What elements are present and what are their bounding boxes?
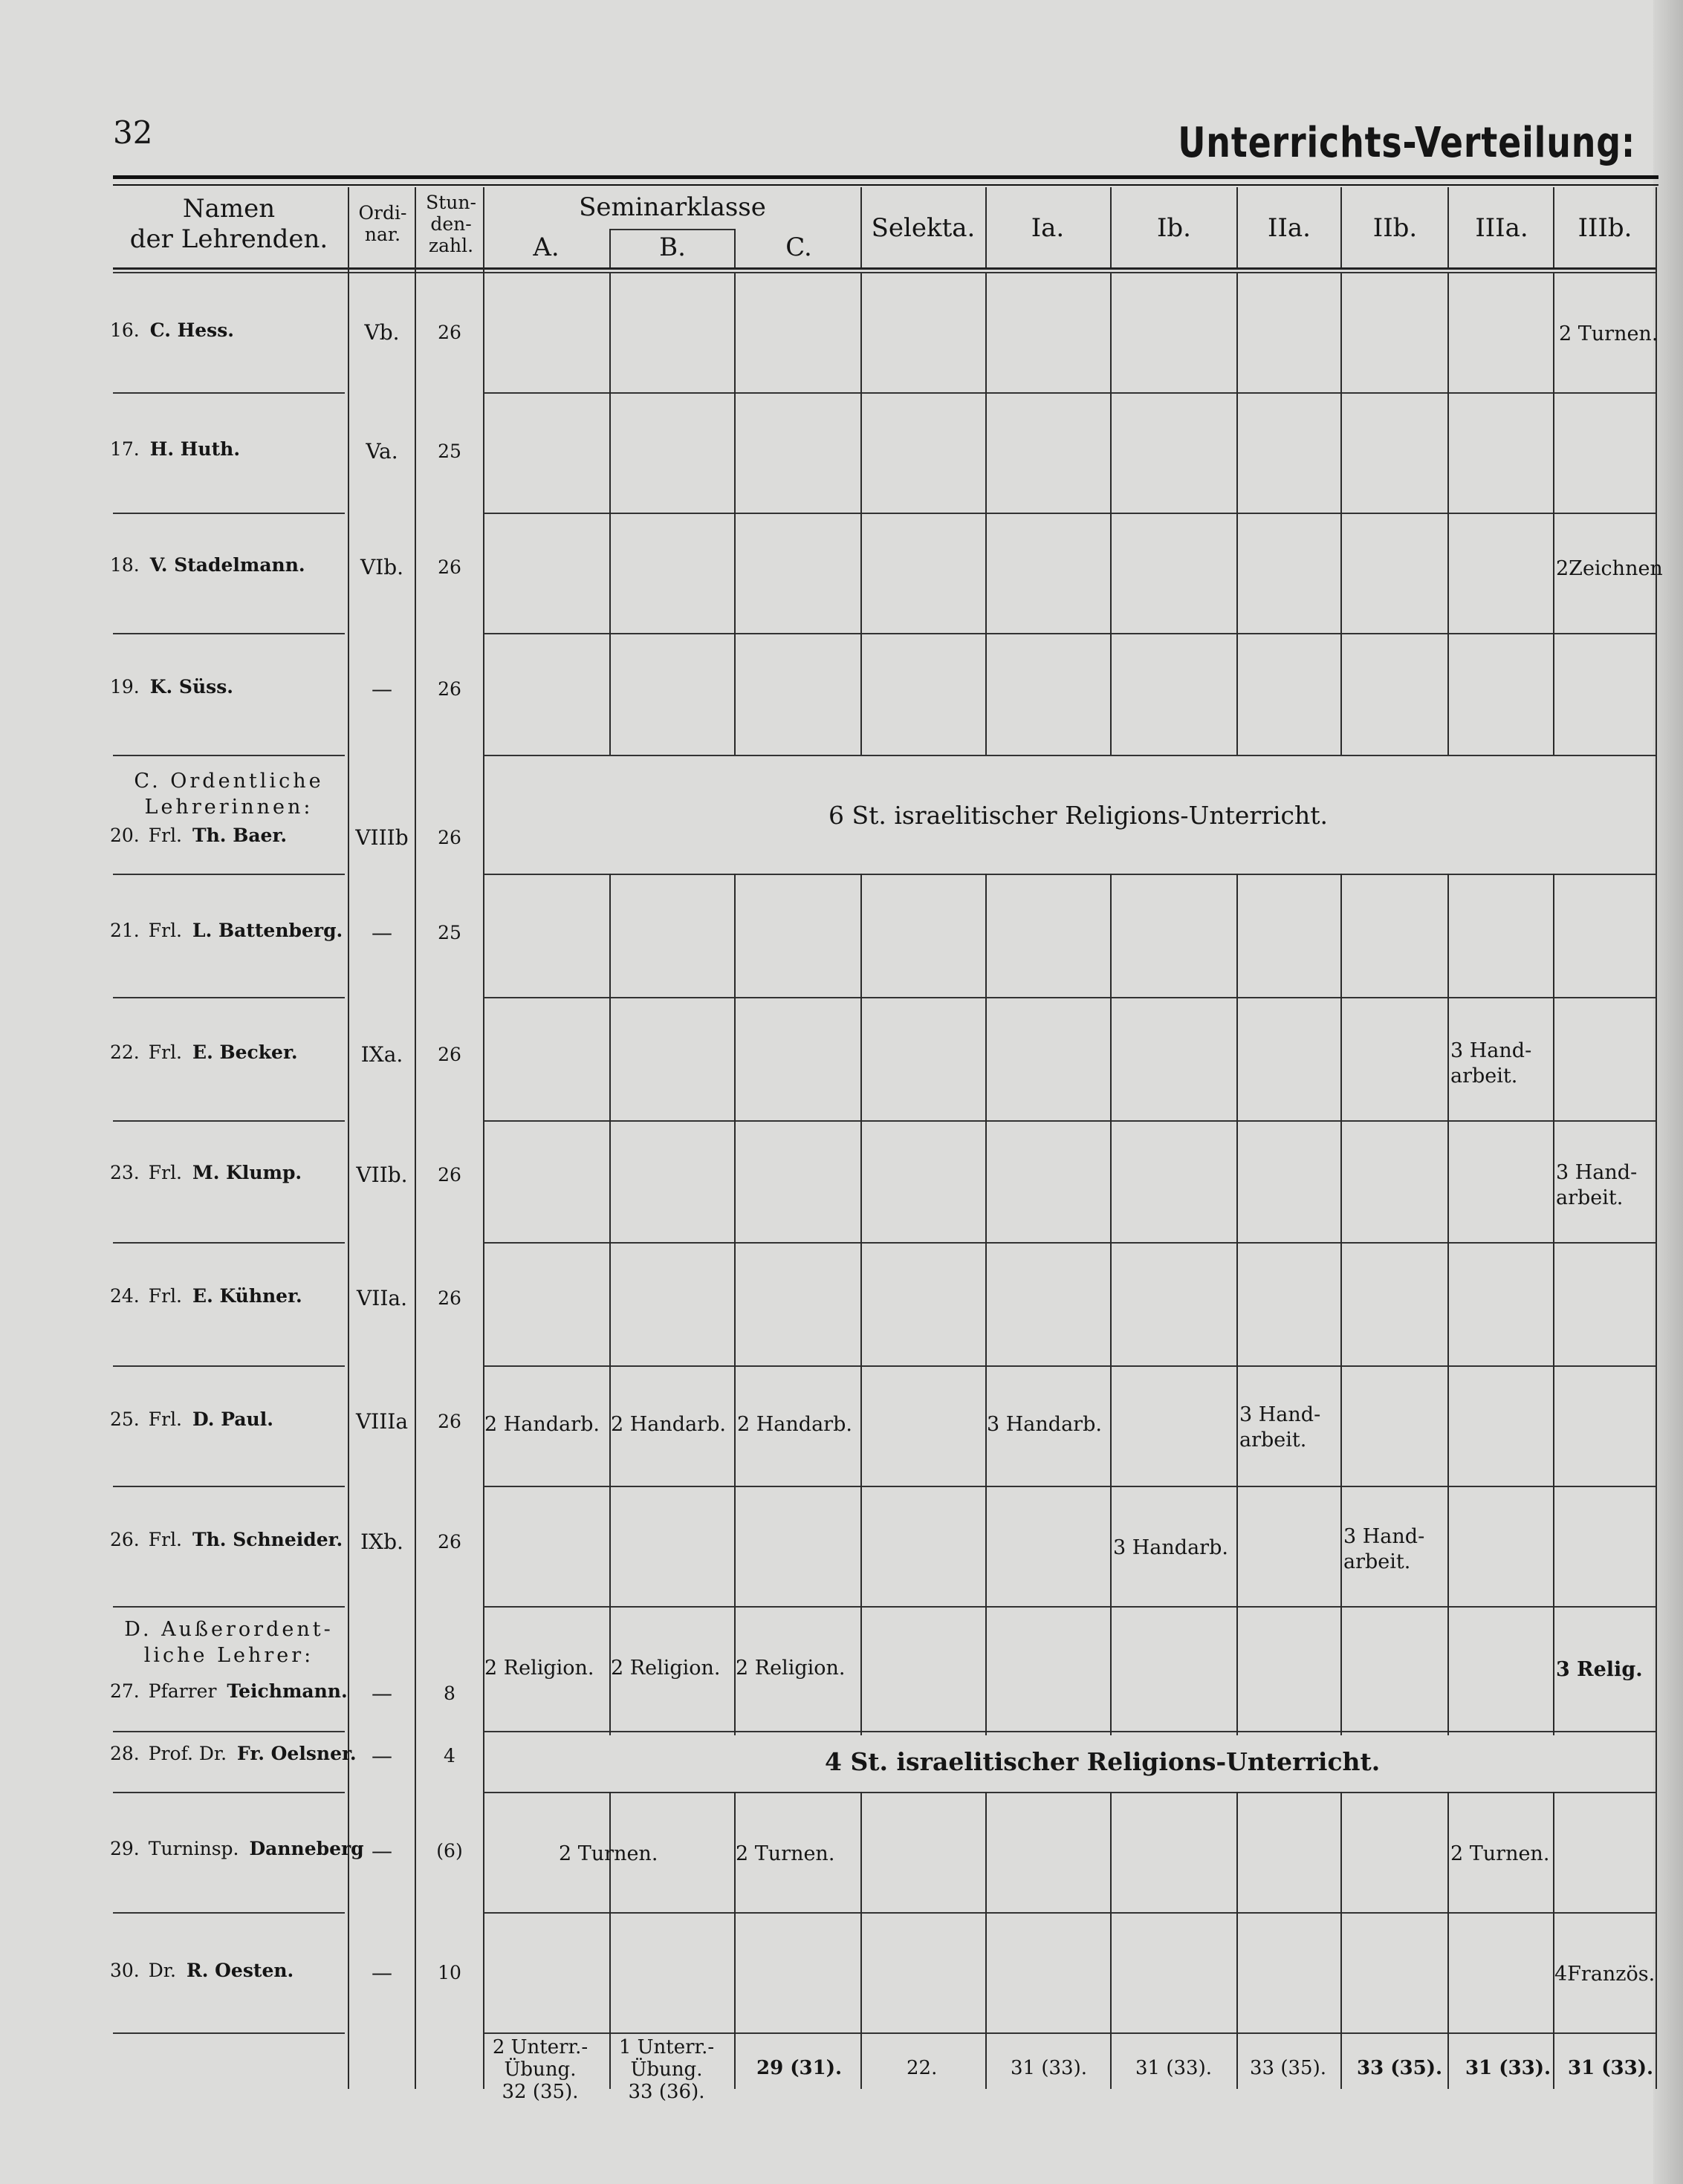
col-line-selekta bbox=[985, 273, 987, 755]
cell-r20-span: 6 St. israelitischer Religions-Unterricht. bbox=[828, 801, 1329, 830]
row-divider bbox=[483, 1606, 1657, 1608]
row-number: 18. bbox=[110, 554, 140, 576]
row-number: 23. bbox=[110, 1162, 140, 1183]
total-ib: 31 (33). bbox=[1135, 2057, 1212, 2079]
teacher-name-row bbox=[110, 1408, 273, 1430]
stunden-value: 10 bbox=[438, 1962, 461, 1983]
teacher-name: V. Stadelmann. bbox=[149, 554, 305, 576]
col-line-selekta bbox=[985, 1792, 987, 2089]
teacher-name: C. Hess. bbox=[149, 319, 235, 341]
teacher-title: Turninsp. bbox=[148, 1838, 239, 1859]
total-iib: 33 (35). bbox=[1357, 2057, 1443, 2079]
teacher-name: Teichmann. bbox=[227, 1680, 348, 1702]
col-line-right bbox=[1656, 187, 1657, 2089]
row-divider bbox=[113, 2032, 345, 2034]
cell-r23-iiib: 3 Hand- arbeit. bbox=[1556, 1161, 1638, 1209]
stunden-value: 26 bbox=[438, 322, 461, 343]
row-divider bbox=[113, 1912, 345, 1914]
row-divider bbox=[113, 1120, 345, 1122]
col-line-names bbox=[348, 187, 349, 2089]
page-title: Unterrichts-Verteilung: bbox=[1178, 119, 1635, 167]
stunden-value: 26 bbox=[438, 1044, 461, 1065]
page-number: 32 bbox=[113, 114, 153, 151]
teacher-name-row bbox=[110, 920, 343, 941]
cell-r29-iiia: 2 Turnen. bbox=[1450, 1842, 1550, 1865]
row-divider bbox=[483, 633, 1657, 634]
row-number: 29. bbox=[110, 1838, 140, 1859]
row-divider bbox=[483, 874, 1657, 875]
teacher-title: Frl. bbox=[148, 1162, 183, 1183]
row-divider bbox=[483, 755, 1657, 756]
col-line-sem-c bbox=[860, 273, 862, 755]
ordinar-value: Va. bbox=[366, 439, 398, 464]
col-line-ia bbox=[1110, 1792, 1112, 2089]
ordinar-value: — bbox=[372, 1681, 392, 1706]
teacher-name: D. Paul. bbox=[192, 1408, 273, 1430]
stunden-value: 26 bbox=[438, 1411, 461, 1432]
teacher-name: Danneberg bbox=[249, 1838, 364, 1859]
row-divider bbox=[113, 1606, 345, 1608]
total-selekta: 22. bbox=[907, 2057, 938, 2079]
col-line-stunden bbox=[483, 187, 484, 2089]
header-bottom-rule bbox=[113, 267, 1657, 270]
teacher-name-row bbox=[110, 1285, 302, 1307]
col-line-iia bbox=[1340, 1792, 1342, 2089]
teacher-name: E. Kühner. bbox=[192, 1285, 302, 1307]
teacher-name: Th. Baer. bbox=[192, 825, 288, 846]
col-line-ib bbox=[1236, 273, 1238, 755]
stunden-value: 26 bbox=[438, 678, 461, 700]
cell-r27-iiib: 3 Relig. bbox=[1556, 1658, 1643, 1681]
ordinar-value: — bbox=[372, 677, 392, 702]
header-sem-b: B. bbox=[659, 232, 686, 262]
row-number: 17. bbox=[110, 438, 140, 460]
row-number: 21. bbox=[110, 920, 140, 941]
teacher-name-row bbox=[110, 554, 305, 576]
cell-r25-ia: 3 Handarb. bbox=[987, 1413, 1102, 1436]
teacher-title: Frl. bbox=[148, 1408, 183, 1430]
total-c: 29 (31). bbox=[756, 2057, 843, 2079]
row-divider bbox=[113, 997, 345, 998]
ordinar-value: VIb. bbox=[360, 555, 404, 580]
cell-r25-iia: 3 Hand- arbeit. bbox=[1239, 1403, 1321, 1452]
ordinar-value: VIIa. bbox=[357, 1286, 407, 1311]
teacher-name-row bbox=[110, 676, 233, 698]
ordinar-value: — bbox=[372, 1743, 392, 1769]
col-line-iia bbox=[1340, 874, 1342, 1735]
stunden-value: 26 bbox=[438, 1164, 461, 1186]
teacher-title: Dr. bbox=[148, 1960, 176, 1981]
ordinar-value: — bbox=[372, 920, 392, 946]
header-names: Namen der Lehrenden. bbox=[129, 194, 328, 254]
col-line-ib bbox=[1236, 1792, 1238, 2089]
teacher-name: R. Oesten. bbox=[186, 1960, 294, 1981]
teacher-name-row bbox=[110, 438, 240, 460]
cell-r26-ib: 3 Handarb. bbox=[1113, 1536, 1228, 1559]
stunden-value: (6) bbox=[436, 1840, 463, 1862]
total-iia: 33 (35). bbox=[1250, 2057, 1326, 2079]
row-divider bbox=[483, 1792, 1657, 1793]
header-bottom-rule-2 bbox=[113, 272, 1657, 273]
header-iia: IIa. bbox=[1268, 212, 1311, 243]
col-line-sem-a bbox=[609, 874, 611, 1735]
ordinar-value: VIIb. bbox=[356, 1163, 408, 1188]
row-divider bbox=[483, 1486, 1657, 1487]
teacher-title: Frl. bbox=[148, 920, 183, 941]
ordinar-value: VIIIa bbox=[355, 1409, 409, 1434]
header-selekta: Selekta. bbox=[871, 212, 976, 243]
stunden-value: 26 bbox=[438, 827, 461, 848]
col-line-iib bbox=[1447, 1792, 1449, 2089]
cell-r29-c: 2 Turnen. bbox=[736, 1842, 835, 1865]
header-ib: Ib. bbox=[1156, 212, 1191, 243]
total-a: 2 Unterr.- Übung. 32 (35). bbox=[492, 2036, 588, 2103]
row-number: 20. bbox=[110, 825, 140, 846]
col-line-sem-b bbox=[734, 1792, 736, 2089]
stunden-value: 25 bbox=[438, 922, 461, 943]
col-line-selekta bbox=[985, 874, 987, 1735]
col-line-iiia bbox=[1553, 874, 1554, 1735]
teacher-title: Frl. bbox=[148, 1529, 183, 1550]
row-divider bbox=[113, 1242, 345, 1244]
cell-r22-iiia: 3 Hand- arbeit. bbox=[1450, 1039, 1532, 1088]
row-number: 16. bbox=[110, 319, 140, 341]
row-number: 25. bbox=[110, 1408, 140, 1430]
header-iiib: IIIb. bbox=[1577, 212, 1632, 243]
teacher-name-row bbox=[110, 319, 234, 341]
col-line-ia bbox=[1110, 273, 1112, 755]
teacher-name-row bbox=[110, 1838, 364, 1859]
row-divider bbox=[113, 513, 345, 514]
cell-r30-iiib: 4Französ. bbox=[1554, 1963, 1656, 1986]
col-line-iiia bbox=[1553, 1792, 1554, 2089]
teacher-name: H. Huth. bbox=[149, 438, 241, 460]
col-line-iia bbox=[1340, 273, 1342, 755]
row-number: 19. bbox=[110, 676, 140, 698]
teacher-title: Frl. bbox=[148, 1041, 183, 1063]
header-seminarklasse: Seminarklasse bbox=[579, 192, 766, 222]
teacher-name: E. Becker. bbox=[192, 1041, 298, 1063]
row-divider bbox=[113, 1731, 345, 1732]
row-number: 26. bbox=[110, 1529, 140, 1550]
ordinar-value: IXb. bbox=[360, 1530, 403, 1555]
row-divider bbox=[113, 755, 345, 756]
row-divider bbox=[483, 513, 1657, 514]
row-number: 24. bbox=[110, 1285, 140, 1307]
stunden-value: 25 bbox=[438, 441, 461, 462]
row-divider bbox=[113, 1365, 345, 1367]
teacher-name-row bbox=[110, 1743, 357, 1764]
col-line-ib bbox=[1236, 874, 1238, 1735]
header-sem-c: C. bbox=[785, 232, 812, 262]
total-iiia: 31 (33). bbox=[1465, 2057, 1551, 2079]
header-iiia: IIIa. bbox=[1475, 212, 1528, 243]
ordinar-value: Vb. bbox=[364, 320, 400, 345]
col-line-sem-a bbox=[609, 273, 611, 755]
row-divider bbox=[483, 1912, 1657, 1914]
row-divider bbox=[483, 997, 1657, 998]
row-divider bbox=[113, 1792, 345, 1793]
total-b: 1 Unterr.- Übung. 33 (36). bbox=[618, 2036, 715, 2103]
cell-r29-ab: 2 Turnen. bbox=[559, 1842, 658, 1865]
top-rule-thin bbox=[113, 184, 1658, 186]
top-rule-thick bbox=[113, 175, 1658, 179]
header-sem-a: A. bbox=[533, 232, 560, 262]
row-number: 27. bbox=[110, 1680, 140, 1702]
header-ia: Ia. bbox=[1031, 212, 1065, 243]
ordinar-value: — bbox=[372, 1839, 392, 1864]
header-ordinar: Ordi- nar. bbox=[358, 202, 407, 245]
teacher-name: Fr. Oelsner. bbox=[237, 1743, 357, 1764]
ordinar-value: IXa. bbox=[360, 1042, 403, 1067]
cell-r27-c: 2 Religion. bbox=[736, 1657, 846, 1680]
col-line-ia bbox=[1110, 874, 1112, 1735]
teacher-name: L. Battenberg. bbox=[192, 920, 343, 941]
stunden-value: 26 bbox=[438, 1287, 461, 1309]
teacher-name-row bbox=[110, 1529, 343, 1550]
teacher-name-row bbox=[110, 825, 287, 846]
ordinar-value: VIIIb bbox=[355, 825, 409, 851]
cell-r25-c: 2 Handarb. bbox=[737, 1413, 852, 1436]
col-line-ordinar bbox=[415, 187, 416, 2089]
row-number: 30. bbox=[110, 1960, 140, 1981]
row-divider bbox=[113, 392, 345, 394]
col-line-sem-b bbox=[734, 874, 736, 1735]
total-ia: 31 (33). bbox=[1011, 2057, 1087, 2079]
row-number: 28. bbox=[110, 1743, 140, 1764]
stunden-value: 4 bbox=[444, 1745, 455, 1767]
row-number: 22. bbox=[110, 1041, 140, 1063]
section-d-heading: D. Außerordent- liche Lehrer: bbox=[124, 1618, 334, 1668]
teacher-name-row bbox=[110, 1960, 294, 1981]
teacher-name: Th. Schneider. bbox=[192, 1529, 343, 1550]
stunden-value: 8 bbox=[444, 1683, 455, 1704]
col-line-sem-c bbox=[860, 874, 862, 1735]
total-iiib: 31 (33). bbox=[1568, 2057, 1654, 2079]
col-line-sem-b bbox=[734, 273, 736, 755]
col-line-iib bbox=[1447, 874, 1449, 1735]
row-divider bbox=[113, 874, 345, 875]
teacher-title: Pfarrer bbox=[148, 1680, 217, 1702]
row-divider bbox=[483, 2032, 1657, 2034]
cell-r26-iib: 3 Hand- arbeit. bbox=[1343, 1525, 1425, 1573]
row-divider bbox=[483, 1242, 1657, 1244]
header-stunden: Stun- den- zahl. bbox=[426, 192, 476, 256]
teacher-name-row bbox=[110, 1041, 298, 1063]
teacher-name-row bbox=[110, 1162, 302, 1183]
cell-r25-b: 2 Handarb. bbox=[611, 1413, 726, 1436]
teacher-name: M. Klump. bbox=[192, 1162, 302, 1183]
teacher-title: Frl. bbox=[148, 1285, 183, 1307]
row-divider bbox=[483, 392, 1657, 394]
cell-r16-iiib: 2 Turnen. bbox=[1559, 322, 1658, 345]
cell-r27-b: 2 Religion. bbox=[611, 1657, 721, 1680]
section-c-heading: C. Ordentliche Lehrerinnen: bbox=[134, 770, 324, 819]
col-line-sem-c bbox=[860, 1792, 862, 2089]
row-divider bbox=[113, 633, 345, 634]
row-divider bbox=[483, 1731, 1657, 1732]
stunden-value: 26 bbox=[438, 556, 461, 578]
header-iib: IIb. bbox=[1372, 212, 1418, 243]
cell-r25-a: 2 Handarb. bbox=[484, 1413, 600, 1436]
teacher-title: Frl. bbox=[148, 825, 183, 846]
stunden-value: 26 bbox=[438, 1531, 461, 1553]
cell-r18-iiib: 2Zeichnen bbox=[1556, 557, 1663, 580]
teacher-name-row bbox=[110, 1680, 348, 1702]
row-divider bbox=[113, 1486, 345, 1487]
row-divider bbox=[483, 1120, 1657, 1122]
cell-r27-a: 2 Religion. bbox=[484, 1657, 594, 1680]
teacher-title: Prof. Dr. bbox=[148, 1743, 227, 1764]
ordinar-value: — bbox=[372, 1960, 392, 1986]
col-line-iiia bbox=[1553, 273, 1554, 755]
row-divider bbox=[483, 1365, 1657, 1367]
cell-r28-span: 4 St. israelitischer Religions-Unterricht. bbox=[825, 1747, 1381, 1776]
teacher-name: K. Süss. bbox=[149, 676, 233, 698]
col-line-iib bbox=[1447, 273, 1449, 755]
